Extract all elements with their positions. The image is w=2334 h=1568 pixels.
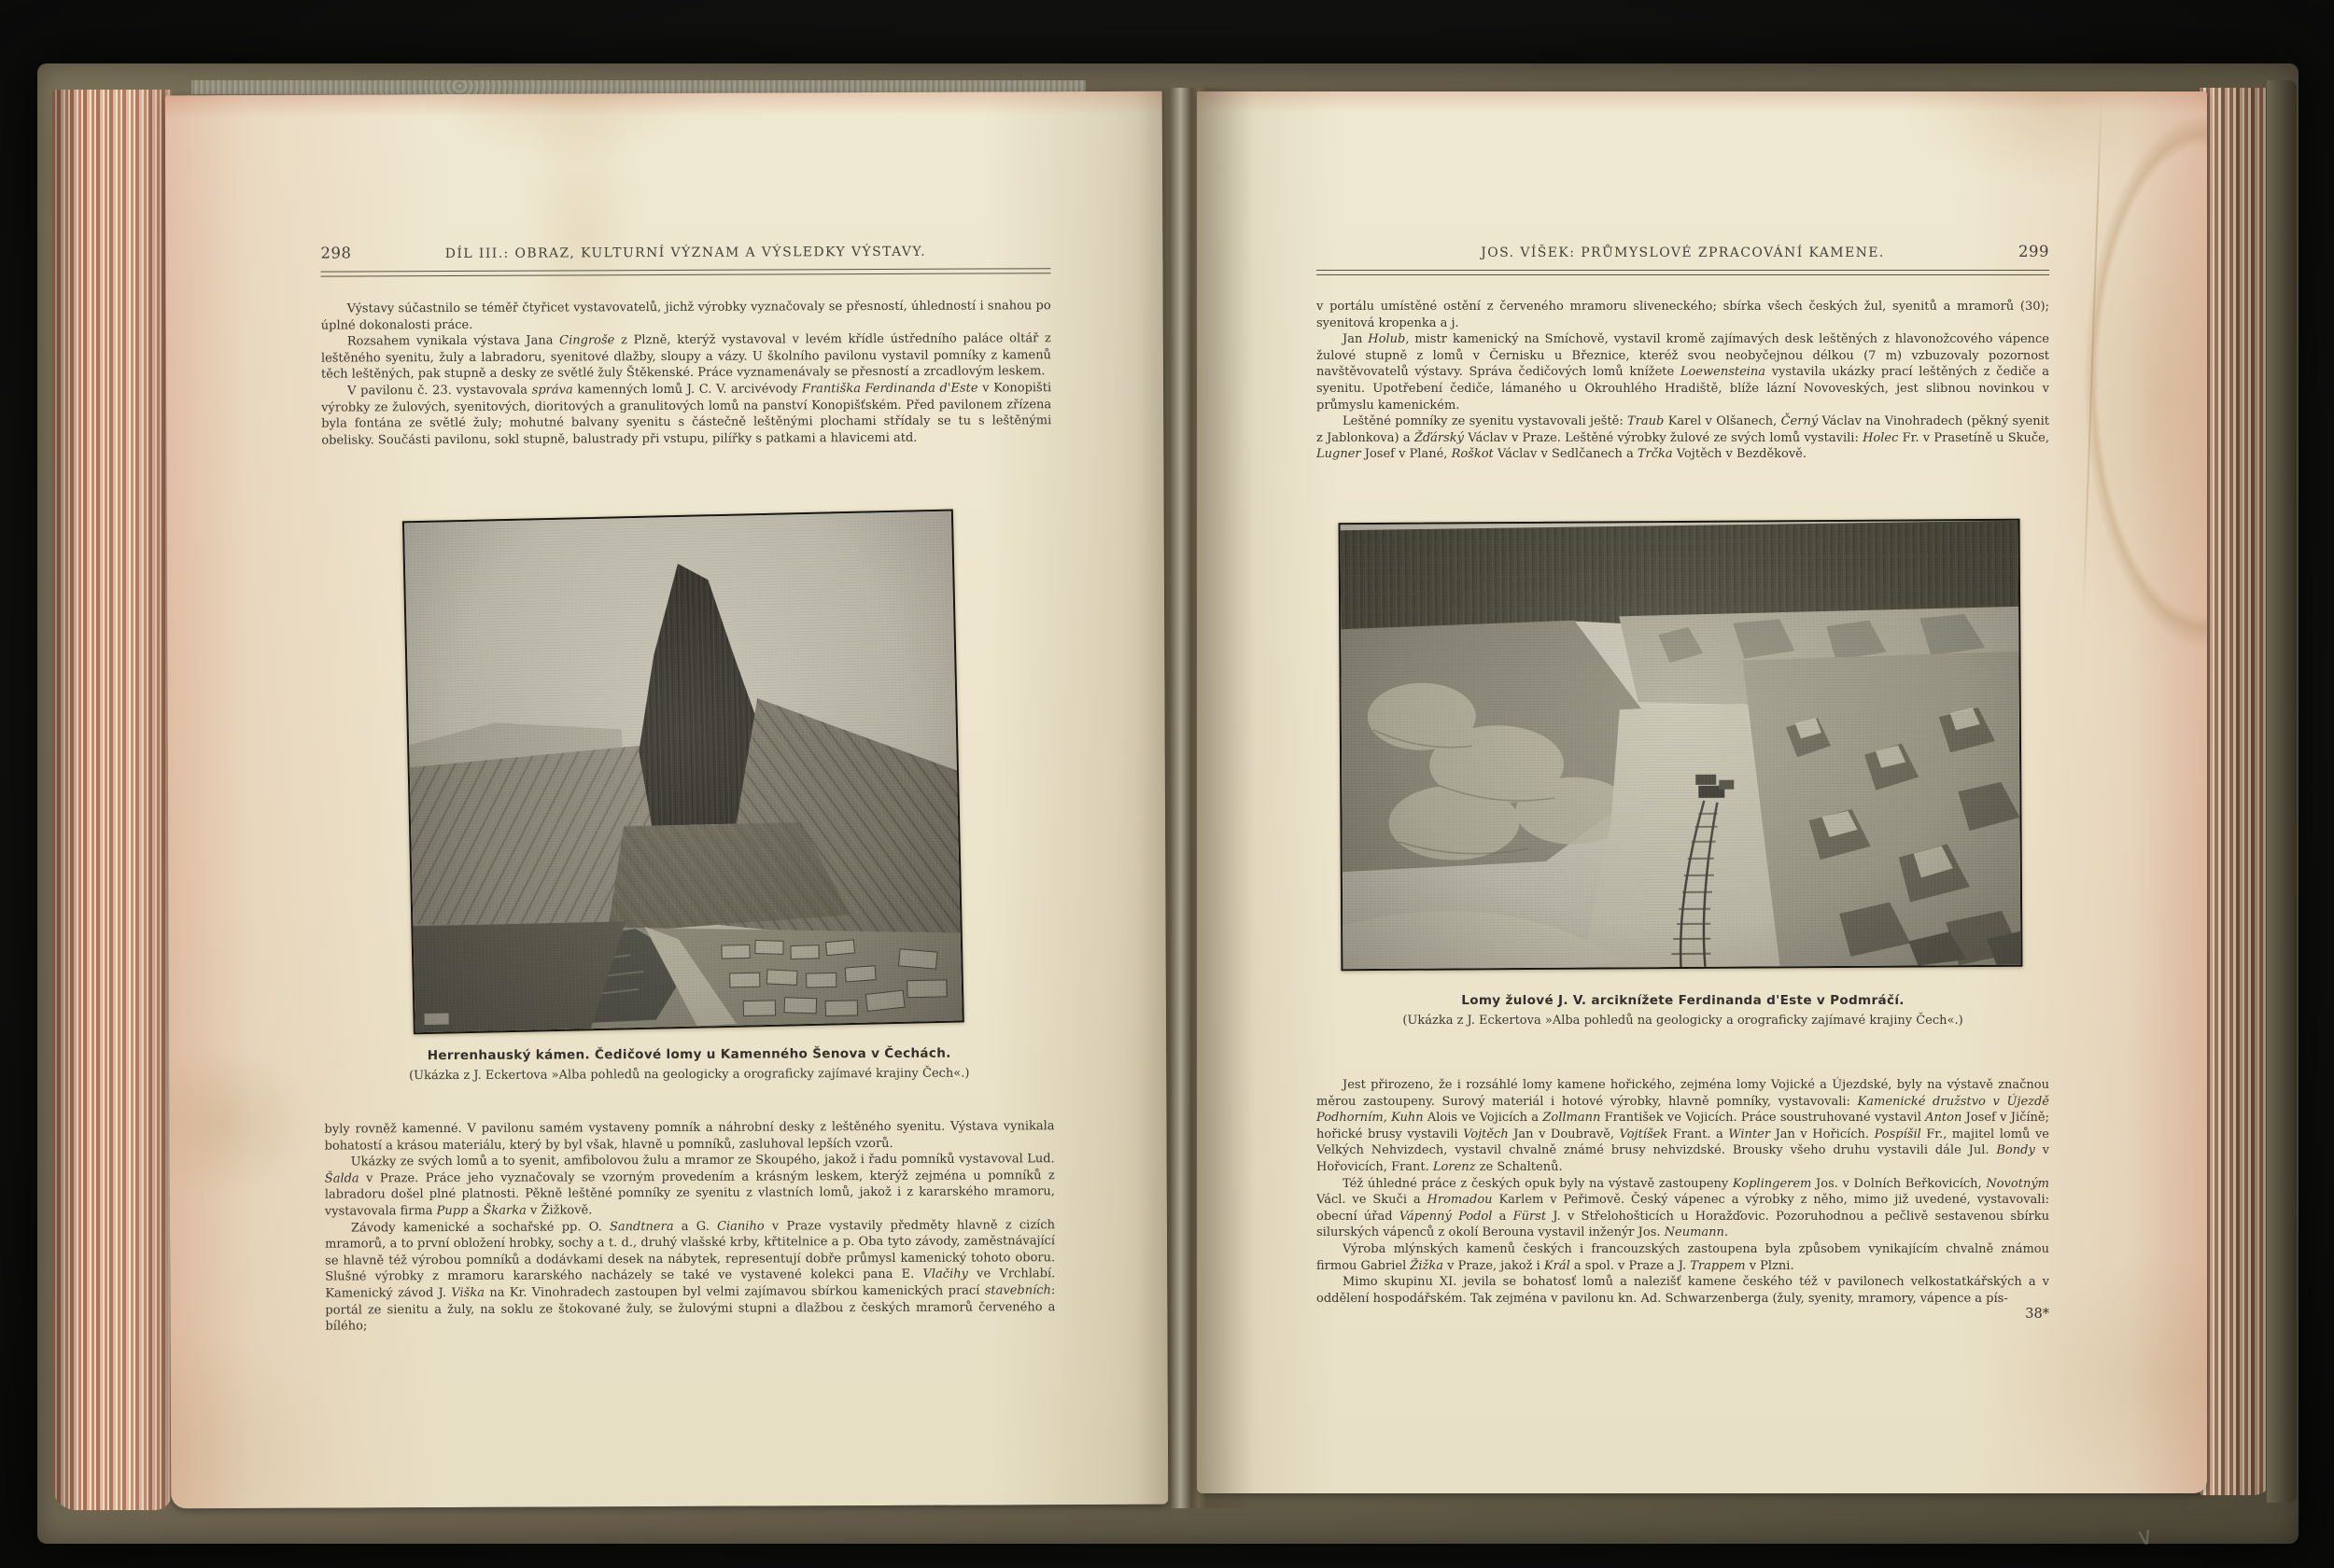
pencil-mark: ∨ bbox=[2133, 1521, 2157, 1553]
paragraph: Jan Holub, mistr kamenický na Smíchově, vystavil kromě zajímavých desk leštěných z hlavonožcového vápence žulové stupně z lomů v Černisku u Březnice, kteréž svou neobyčejnou délkou (7 m) vzbuzovaly pozornost navštěvovatelů výstavy. Správa čedičových lomů knížete Loewensteina vystavila ukázky prací leštěných z čediče a syenitu. Upotřebení čediče, lámaného u Okrouhlého Hradiště, blíže lázní Novoveských, jest slibnou novinkou v průmyslu kamenickém. bbox=[1316, 332, 2050, 413]
text-block-left-top bbox=[321, 298, 1052, 449]
running-header-right bbox=[1316, 245, 2049, 264]
page-edges-left bbox=[52, 90, 172, 1510]
paragraph: v portálu umístěné ostění z červeného mramoru sliveneckého; sbírka všech českých žul, syenitů a mramorů (30); syenitová kropenka a j. bbox=[1316, 300, 2049, 330]
running-header-left bbox=[320, 244, 1050, 265]
header-rule-left bbox=[321, 268, 1051, 276]
figure-caption-right-title: Lomy žulové J. V. arciknížete Ferdinanda d'Este v Podmráčí. bbox=[1461, 993, 1905, 1008]
paragraph: Výstavy súčastnilo se téměř čtyřicet vystavovatelů, jichž výrobky vyznačovaly se přesností, úhledností i snahou po úplné dokonalosti práce. bbox=[320, 299, 1051, 333]
cover-right-edge bbox=[2267, 80, 2297, 1503]
text-block-right-bottom bbox=[1316, 1077, 2049, 1307]
paragraph: Výroba mlýnských kamenů českých i francouzských zastoupena byla způsobem vynikajícím chvalně známou firmou Gabriel Žižka v Praze, jakož i Král a spol. v Praze a J. Trappem v Plzni. bbox=[1316, 1241, 2049, 1273]
paragraph: Jest přirozeno, že i rozsáhlé lomy kamene hořického, zejména lomy Vojické a Újezdské, byly na výstavě značnou měrou zastoupeny. Surový materiál i hotové výrobky, hlavně pomníky, vystavovali: Kamenické družstvo v Újezdě Podhorním, Kuhn Alois ve Vojicích a Zollmann František ve Vojicích. Práce soustruhované vystavil Anton Josef v Jičíně; hořické brusy vystavili Vojtěch Jan v Doubravě, Vojtíšek Frant. a Winter Jan v Hořicích. Pospíšil Fr., majitel lomů ve Velkých Nehvizdech, vystavil chvalně známé brusy nehvizdské. Brousky všeho druhu vystavili dále Jul. Bondy v Hořovicích, Frant. Lorenz ze Schaltenů. bbox=[1316, 1078, 2050, 1174]
granite-quarry-illustration bbox=[1341, 521, 2021, 969]
figure-photo-basalt-quarry bbox=[402, 510, 964, 1035]
paragraph: Leštěné pomníky ze syenitu vystavovali ještě: Traub Karel v Olšanech, Černý Václav na Vinohradech (pěkný syenit z Jablonkova) a Žďárský Václav v Praze. Leštěné výrobky žulové ze svých lomů vystavili: Holec Fr. v Prasetíně u Skuče, Lugner Josef v Plané, Roškot Václav v Sedlčanech a Trčka Vojtěch v Bezděkově. bbox=[1316, 414, 2049, 462]
page-number-left: 298 bbox=[320, 244, 352, 262]
paragraph: V pavilonu č. 23. vystavovala správa kamenných lomů J. C. V. arcivévody Františka Ferdinanda d'Este v Konopišti výrobky ze žulových, syenitových, dioritových a granulitových lomů na panství Konopišťském. Před pavilonem zřízena byla fontána ze světlé žuly; mohutné balvany syenitu s částečně leštěnými plochami střídaly se tu s leštěnými obelisky. Součásti pavilonu, sokl stupně, balustrady při vstupu, pilířky s patkami a hlavicemi atd. bbox=[321, 381, 1052, 448]
figure-caption-left bbox=[324, 1045, 1054, 1083]
figure-caption-left-source: (Ukázka z J. Eckertova »Alba pohledů na geologicky a orograficky zajímavé krajiny Čech«.) bbox=[409, 1066, 970, 1084]
paragraph: Též úhledné práce z českých opuk byly na výstavě zastoupeny Koplingerem Jos. v Dolních Beřkovicích, Novotným Václ. ve Skuči a Hromadou Karlem v Peřimově. Český vápenec a výrobky z něho, mimo již uvedené, vystavovali: obecní úřad Vápenný Podol a Fürst J. v Střelohošticích u Horažďovic. Pozoruhodnou a pečlivě sestavenou sbírku silurských vápenců z okolí Berouna vystavil inženýr Jos. Neumann. bbox=[1316, 1176, 2049, 1240]
paragraph: Ukázky ze svých lomů a to syenit, amfibolovou žulu a mramor ze Skoupého, jakož i řadu pomníků vystavoval Lud. Šalda v Praze. Práce jeho vyznačovaly se vzorným provedením a krásným leskem, kterýž zejména u pomníků z labradoru došel plné platnosti. Pěkně leštěné pomníky ze syenitu z vlastních lomů, jakož i z kararského mramoru, vystavovala firma Pupp a Škarka v Žižkově. bbox=[324, 1152, 1055, 1219]
text-block-right-top bbox=[1316, 299, 2049, 463]
paragraph: Rozsahem vynikala výstava Jana Cingroše z Plzně, kterýž vystavoval v levém křídle ústředního paláce oltář z leštěného syenitu, žuly a labradoru, syenitové dlažby, sloupy a vázy. U školního pavilonu vystavil pomníky z kamenů těch leštěných, pak stupně a desky ze světlé žuly Štěkenské. Práce vyznamenávaly se přesností a zrcadlovým leskem. bbox=[320, 331, 1051, 382]
paragraph: Závody kamenické a sochařské pp. O. Sandtnera a G. Cianiho v Praze vystavily předměty hlavně z cizích mramorů, a to první obložení hrobky, sochy a t. d., druhý vlašské krby, křtitelnice a p. Oba tyto závody, zaměstnávající se hlavně též výrobou pomníků a dodávkami desek na nábytek, representují dobře průmysl kamenický tohoto oboru. Slušné výrobky z mramoru kararského nacházely se také ve vystavené kolekci pana E. Vlačihy ve Vrchlabí. Kamenický závod J. Viška na Kr. Vinohradech zastoupen byl velmi zajímavou sbírkou kamenických prací stavebních: portál ze sienitu a žuly, na soklu ze štokované žuly, se žulovými stupni a dlažbou z českých mramorů červeného a bílého; bbox=[325, 1217, 1056, 1334]
basalt-quarry-illustration bbox=[404, 511, 963, 1033]
header-rule-right bbox=[1316, 270, 2049, 275]
page-left-298 bbox=[165, 91, 1169, 1509]
running-header-left-title: DÍL III.: OBRAZ, KULTURNÍ VÝZNAM A VÝSLEDKY VÝSTAVY. bbox=[444, 244, 927, 262]
paragraph: byly rovněž kamenné. V pavilonu samém vystaveny pomník a náhrobní desky z leštěného syenitu. Výstava vynikala bohatostí a krásou materiálu, který by byl však, hlavně u pomníků, zasluhoval lepších vzorů. bbox=[324, 1119, 1055, 1154]
page-number-right: 299 bbox=[2018, 243, 2049, 260]
figure-caption-left-title: Herrenhauský kámen. Čedičové lomy u Kamenného Šenova v Čechách. bbox=[427, 1045, 951, 1064]
figure-photo-granite-quarry bbox=[1339, 519, 2023, 971]
page-right-299 bbox=[1197, 91, 2207, 1493]
signature-mark: 38* bbox=[2025, 1307, 2049, 1322]
text-block-left-bottom bbox=[325, 1118, 1056, 1335]
page-edges-right bbox=[2200, 88, 2272, 1495]
figure-caption-right bbox=[1316, 993, 2049, 1028]
figure-caption-right-source: (Ukázka z J. Eckertova »Alba pohledů na geologicky a orograficky zajímavé krajiny Čech«.) bbox=[1402, 1014, 1963, 1028]
running-header-right-title: JOS. VÍŠEK: PRŮMYSLOVÉ ZPRACOVÁNÍ KAMENE. bbox=[1481, 245, 1885, 260]
paragraph: Mimo skupinu XI. jevila se bohatosť lomů a nalezišť kamene českého též v pavilonech velkostatkářských a v oddělení hospodářském. Tak zejména v pavilonu kn. Ad. Schwarzenberga (žuly, syenity, mramory, vápence a pís- bbox=[1316, 1275, 2049, 1306]
water-stain-line bbox=[2082, 99, 2102, 622]
